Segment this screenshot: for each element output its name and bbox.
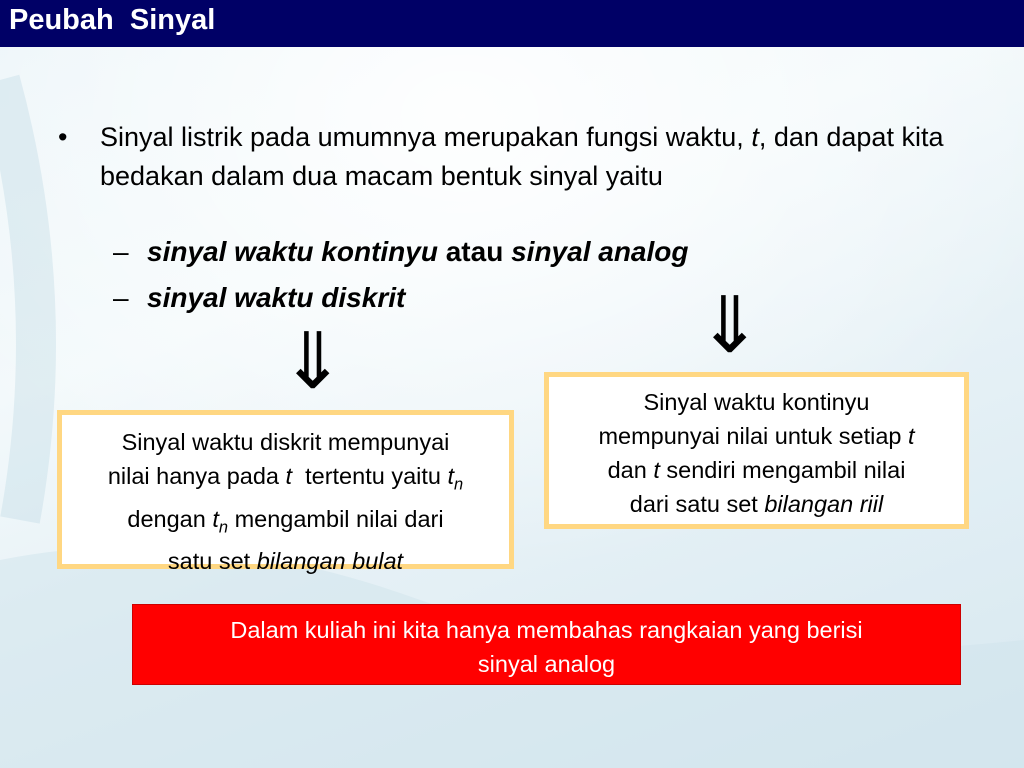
dash-marker: –	[113, 282, 129, 313]
dash-marker: –	[113, 236, 129, 267]
double-arrow-down-icon: ⇓	[697, 281, 763, 369]
sub-item-diskrit: – sinyal waktu diskrit	[113, 282, 406, 313]
slide-title: Peubah Sinyal	[9, 4, 216, 36]
main-bullet	[58, 118, 978, 196]
bullet-marker: •	[58, 122, 68, 152]
note-box: Dalam kuliah ini kita hanya membahas rangkaian yang berisi sinyal analog	[132, 604, 961, 685]
sub-item-kontinyu: – sinyal waktu kontinyu atau sinyal analog	[113, 236, 689, 267]
bullet-text: Sinyal listrik pada umumnya merupakan fungsi waktu, t, dan dapat kita bedakan dalam dua macam bentuk sinyal yaitu	[100, 122, 944, 191]
double-arrow-down-icon: ⇓	[280, 317, 346, 405]
box-diskrit: Sinyal waktu diskrit mempunyai nilai hanya pada t tertentu yaitu $t_n$ dengan $t_n$ mengambil nilai dari satu set bilangan bulat	[57, 410, 514, 569]
title-bar	[0, 0, 1024, 47]
box-kontinyu: Sinyal waktu kontinyu mempunyai nilai untuk setiap t dan t sendiri mengambil nilai dari satu set bilangan riil	[544, 372, 969, 529]
